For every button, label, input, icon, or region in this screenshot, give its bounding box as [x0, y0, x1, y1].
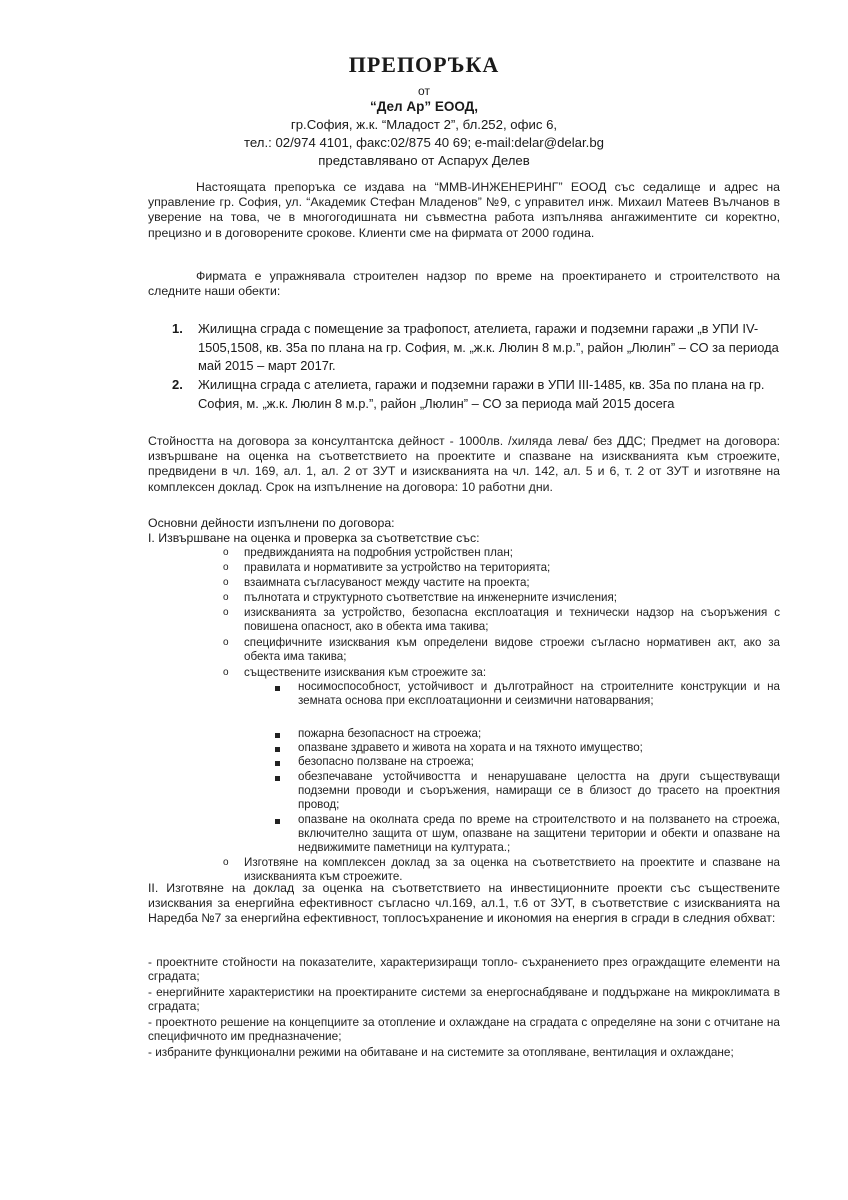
list-item: - избраните функционални режими на обитаване и на системите за отопляване, вентилация и охлаждане; [148, 1045, 734, 1059]
item-number: 1. [172, 321, 183, 336]
list-item: носимоспособност, устойчивост и дълготрайност на строителните конструкции и на земната основа при експлоатационни и сеизмични натоварвания; [298, 680, 780, 708]
square-bullet-icon [275, 776, 280, 781]
list-item: безопасно ползване на строежа; [298, 755, 474, 768]
section-two-paragraph: II. Изготвяне на доклад за оценка на съответствието на инвестиционните проекти със съществените изисквания за енергийна ефективност съгласно чл.169, ал.1, т.6 от ЗУТ, в съответствие с изискванията на Наредба №7 за енергийна ефективност, топлосъхранение и икономия на енергия в сгради в следния обхват: [148, 881, 780, 926]
circle-bullet-icon: o [223, 562, 229, 573]
list-item: опазване здравето и живота на хората и на тяхното имущество; [298, 741, 643, 754]
objects-paragraph: Фирмата е упражнявала строителен надзор по време на проектирането и строителството на следните наши обекти: [148, 269, 780, 299]
circle-bullet-icon: o [223, 637, 229, 648]
list-item: Жилищна сграда с помещение за трафопост, ателиета, гаражи и подземни гаражи „в УПИ IV-1505,1508, кв. 35а по плана на гр. София, м. „ж.к. Люлин 8 м.р.”, район „Люлин” – СО за периода май 2015 – март 2017г. [198, 321, 779, 373]
list-item: изискванията за устройство, безопасна експлоатация и технически надзор на съоръжения с повишена опасност, ако в обекта има такива; [244, 606, 780, 634]
list-item: - проектното решение на концепциите за отопление и охлаждане на сградата с определяне на зони с отчитане на специфичното им предназначение; [148, 1015, 780, 1044]
list-item: Жилищна сграда с ателиета, гаражи и подземни гаражи в УПИ III-1485, кв. 35а по плана на гр. София, м. „ж.к. Люлин 8 м.р.”, район „Люлин” – СО за периода май 2015 досега [198, 377, 765, 411]
square-bullet-icon [275, 761, 280, 766]
circle-bullet-icon: o [223, 547, 229, 558]
circle-bullet-icon: o [223, 857, 229, 868]
square-bullet-icon [275, 819, 280, 824]
company-name: “Дел Ар” ЕООД, [369, 99, 479, 114]
company-address: гр.София, ж.к. “Младост 2”, бл.252, офис 6, [290, 117, 558, 132]
list-item: съществените изисквания към строежите за: [244, 666, 487, 679]
circle-bullet-icon: o [223, 592, 229, 603]
contract-paragraph: Стойността на договора за консултантска дейност - 1000лв. /хиляда лева/ без ДДС; Предмет на договора: извършване на оценка на съответствието на проектите и спазване на изискванията към строежите, предвидени в чл. 169, ал. 1, ал. 2 от ЗУТ и изискванията на чл. 142, ал. 5 и 6, т. 2 от ЗУТ и изготвяне на комплексен доклад. Срок на изпълнение на договора: 10 работни дни. [148, 434, 780, 494]
circle-bullet-icon: o [223, 577, 229, 588]
list-item: предвижданията на подробния устройствен план; [244, 546, 513, 559]
from-label: от [418, 84, 430, 98]
list-item: специфичните изисквания към определени видове строежи съгласно нормативен акт, ако за обекта има такива; [244, 636, 780, 664]
list-item: пожарна безопасност на строежа; [298, 727, 482, 740]
circle-bullet-icon: o [223, 667, 229, 678]
list-item: правилата и нормативите за устройство на територията; [244, 561, 551, 574]
list-item: Изготвяне на комплексен доклад за за оценка на съответствието на проектите и спазване на изискванията към строежите. [244, 856, 780, 884]
square-bullet-icon [275, 733, 280, 738]
list-item: - енергийните характеристики на проектираните системи за енергоснабдяване и поддържане на микроклимата в сградата; [148, 985, 780, 1014]
company-contacts: тел.: 02/974 4101, факс:02/875 40 69; e-mail:delar@delar.bg [243, 135, 605, 150]
square-bullet-icon [275, 747, 280, 752]
document-title: ПРЕПОРЪКА [348, 52, 500, 77]
list-item: - проектните стойности на показателите, характеризиращи топло- съхранението през ограждащите елементи на сградата; [148, 955, 780, 984]
square-bullet-icon [275, 686, 280, 691]
list-item: пълнотата и структурното съответствие на инженерните изчисления; [244, 591, 617, 604]
list-item: опазване на околната среда по време на строителството и на ползването на строежа, включително защита от шум, опазване на защитени територии и обекти и опазване на недвижимите паметници на културата.; [298, 813, 780, 855]
list-item: взаимната съгласуваност между частите на проекта; [244, 576, 530, 589]
section-one-heading: I. Извършване на оценка и проверка за съответствие със: [148, 531, 480, 545]
item-number: 2. [172, 377, 183, 392]
main-activities-heading: Основни дейности изпълнени по договора: [148, 516, 395, 530]
intro-paragraph: Настоящата препоръка се издава на “ММВ-ИНЖЕНЕРИНГ” ЕООД със седалище и адрес на управление гр. София, ул. “Академик Стефан Младенов” №9, с управител инж. Михаил Матеев Вълчанов в уверение на това, че в многогодишната ни съвместна работа изпълнява ангажиментите си коректно, прецизно и в договорените срокове. Клиенти сме на фирмата от 2000 година. [148, 180, 780, 240]
company-representative: представлявано от Аспарух Делев [318, 153, 530, 168]
circle-bullet-icon: o [223, 607, 229, 618]
list-item: обезпечаване устойчивостта и ненарушаване целостта на други съществуващи подземни проводи и съоръжения, намиращи се в близост до трасето на проектния провод; [298, 770, 780, 812]
